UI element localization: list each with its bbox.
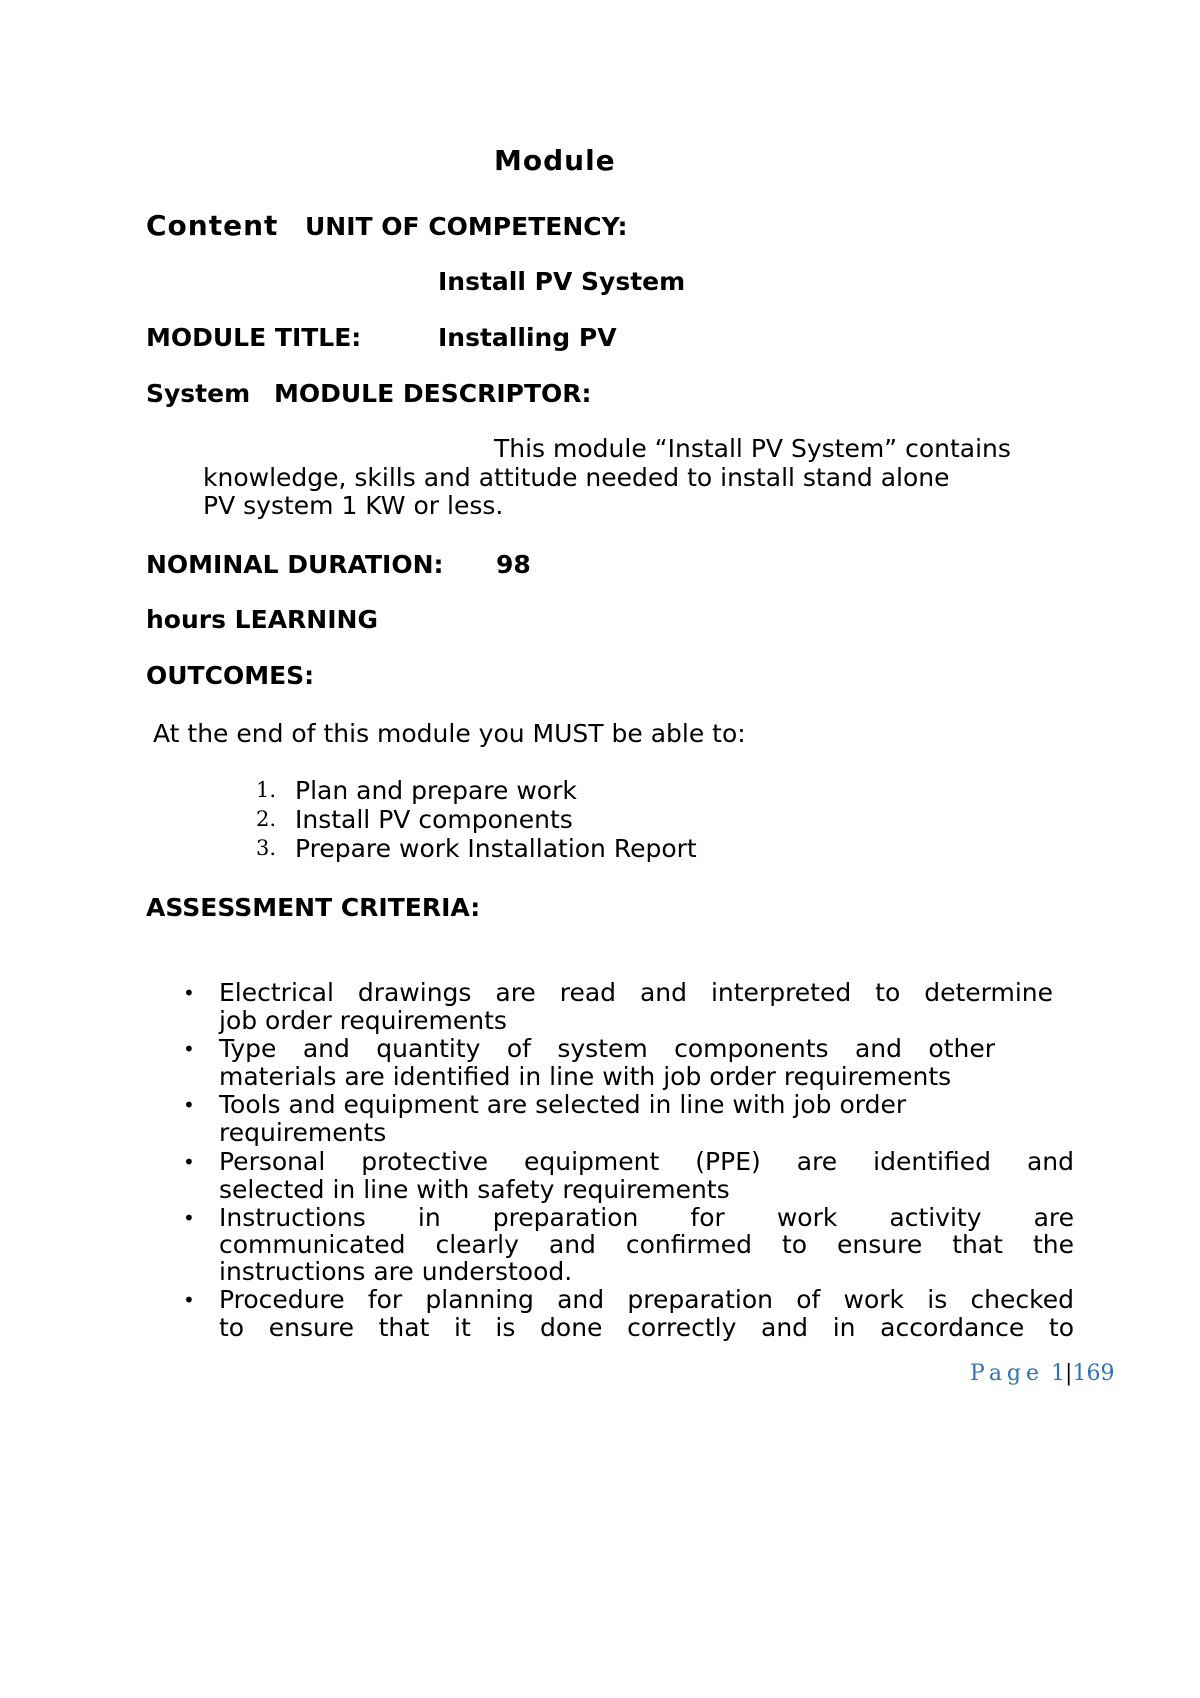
- criteria-line: selected in line with safety requirements: [219, 1175, 730, 1204]
- criteria-line: to ensure that it is done correctly and in accordance to: [219, 1313, 1074, 1342]
- criteria-line: instructions are understood.: [219, 1257, 573, 1286]
- criteria-line: Procedure for planning and preparation of work is checked: [219, 1285, 1074, 1314]
- criteria-line: materials are identified in line with job order requirements: [219, 1062, 952, 1091]
- criteria-line: communicated clearly and confirmed to ensure that the: [219, 1230, 1074, 1259]
- outcomes-intro: At the end of this module you MUST be able to:: [153, 719, 746, 748]
- bullet-icon: •: [183, 1150, 195, 1174]
- nominal-duration-label: NOMINAL DURATION:: [146, 550, 444, 579]
- unit-of-competency-value: Install PV System: [438, 267, 686, 296]
- bullet-icon: •: [183, 1037, 195, 1061]
- page-word: Page: [970, 1361, 1045, 1386]
- module-descriptor-label: MODULE DESCRIPTOR:: [274, 379, 592, 408]
- outcome-number: 3.: [256, 836, 277, 860]
- criteria-line: job order requirements: [219, 1006, 507, 1035]
- bullet-icon: •: [183, 1093, 195, 1117]
- bullet-icon: •: [183, 981, 195, 1005]
- criteria-line: Instructions in preparation for work activity are: [219, 1203, 1074, 1232]
- descriptor-prefix: System: [146, 379, 251, 408]
- descriptor-line-1: This module “Install PV System” contains: [494, 434, 1011, 463]
- outcome-number: 2.: [256, 807, 277, 831]
- outcome-number: 1.: [256, 778, 277, 802]
- descriptor-line-2: knowledge, skills and attitude needed to install stand alone: [203, 463, 950, 492]
- page-total: 169: [1072, 1361, 1115, 1386]
- module-heading: Module: [494, 144, 616, 177]
- outcomes-label: OUTCOMES:: [146, 661, 315, 690]
- module-title-label: MODULE TITLE:: [146, 323, 362, 352]
- criteria-line: Tools and equipment are selected in line with job order: [219, 1090, 907, 1119]
- module-title-value: Installing PV: [438, 323, 617, 352]
- bullet-icon: •: [183, 1206, 195, 1230]
- content-heading: Content: [146, 209, 279, 242]
- criteria-line: requirements: [219, 1118, 387, 1147]
- outcome-item: Prepare work Installation Report: [295, 834, 697, 863]
- nominal-duration-value: 98: [496, 550, 531, 579]
- assessment-criteria-label: ASSESSMENT CRITERIA:: [146, 893, 481, 922]
- page-number: 1: [1051, 1361, 1066, 1386]
- page-separator: |: [1065, 1361, 1073, 1386]
- unit-of-competency-label: UNIT OF COMPETENCY:: [305, 212, 628, 241]
- outcome-item: Plan and prepare work: [295, 776, 577, 805]
- bullet-icon: •: [183, 1288, 195, 1312]
- page-footer: [970, 1363, 1114, 1385]
- criteria-line: Type and quantity of system components and other: [219, 1034, 995, 1063]
- hours-learning-line: hours LEARNING: [146, 605, 378, 634]
- criteria-line: Electrical drawings are read and interpreted to determine: [219, 978, 1053, 1007]
- descriptor-line-3: PV system 1 KW or less.: [203, 491, 504, 520]
- criteria-line: Personal protective equipment (PPE) are identified and: [219, 1147, 1074, 1176]
- outcome-item: Install PV components: [295, 805, 573, 834]
